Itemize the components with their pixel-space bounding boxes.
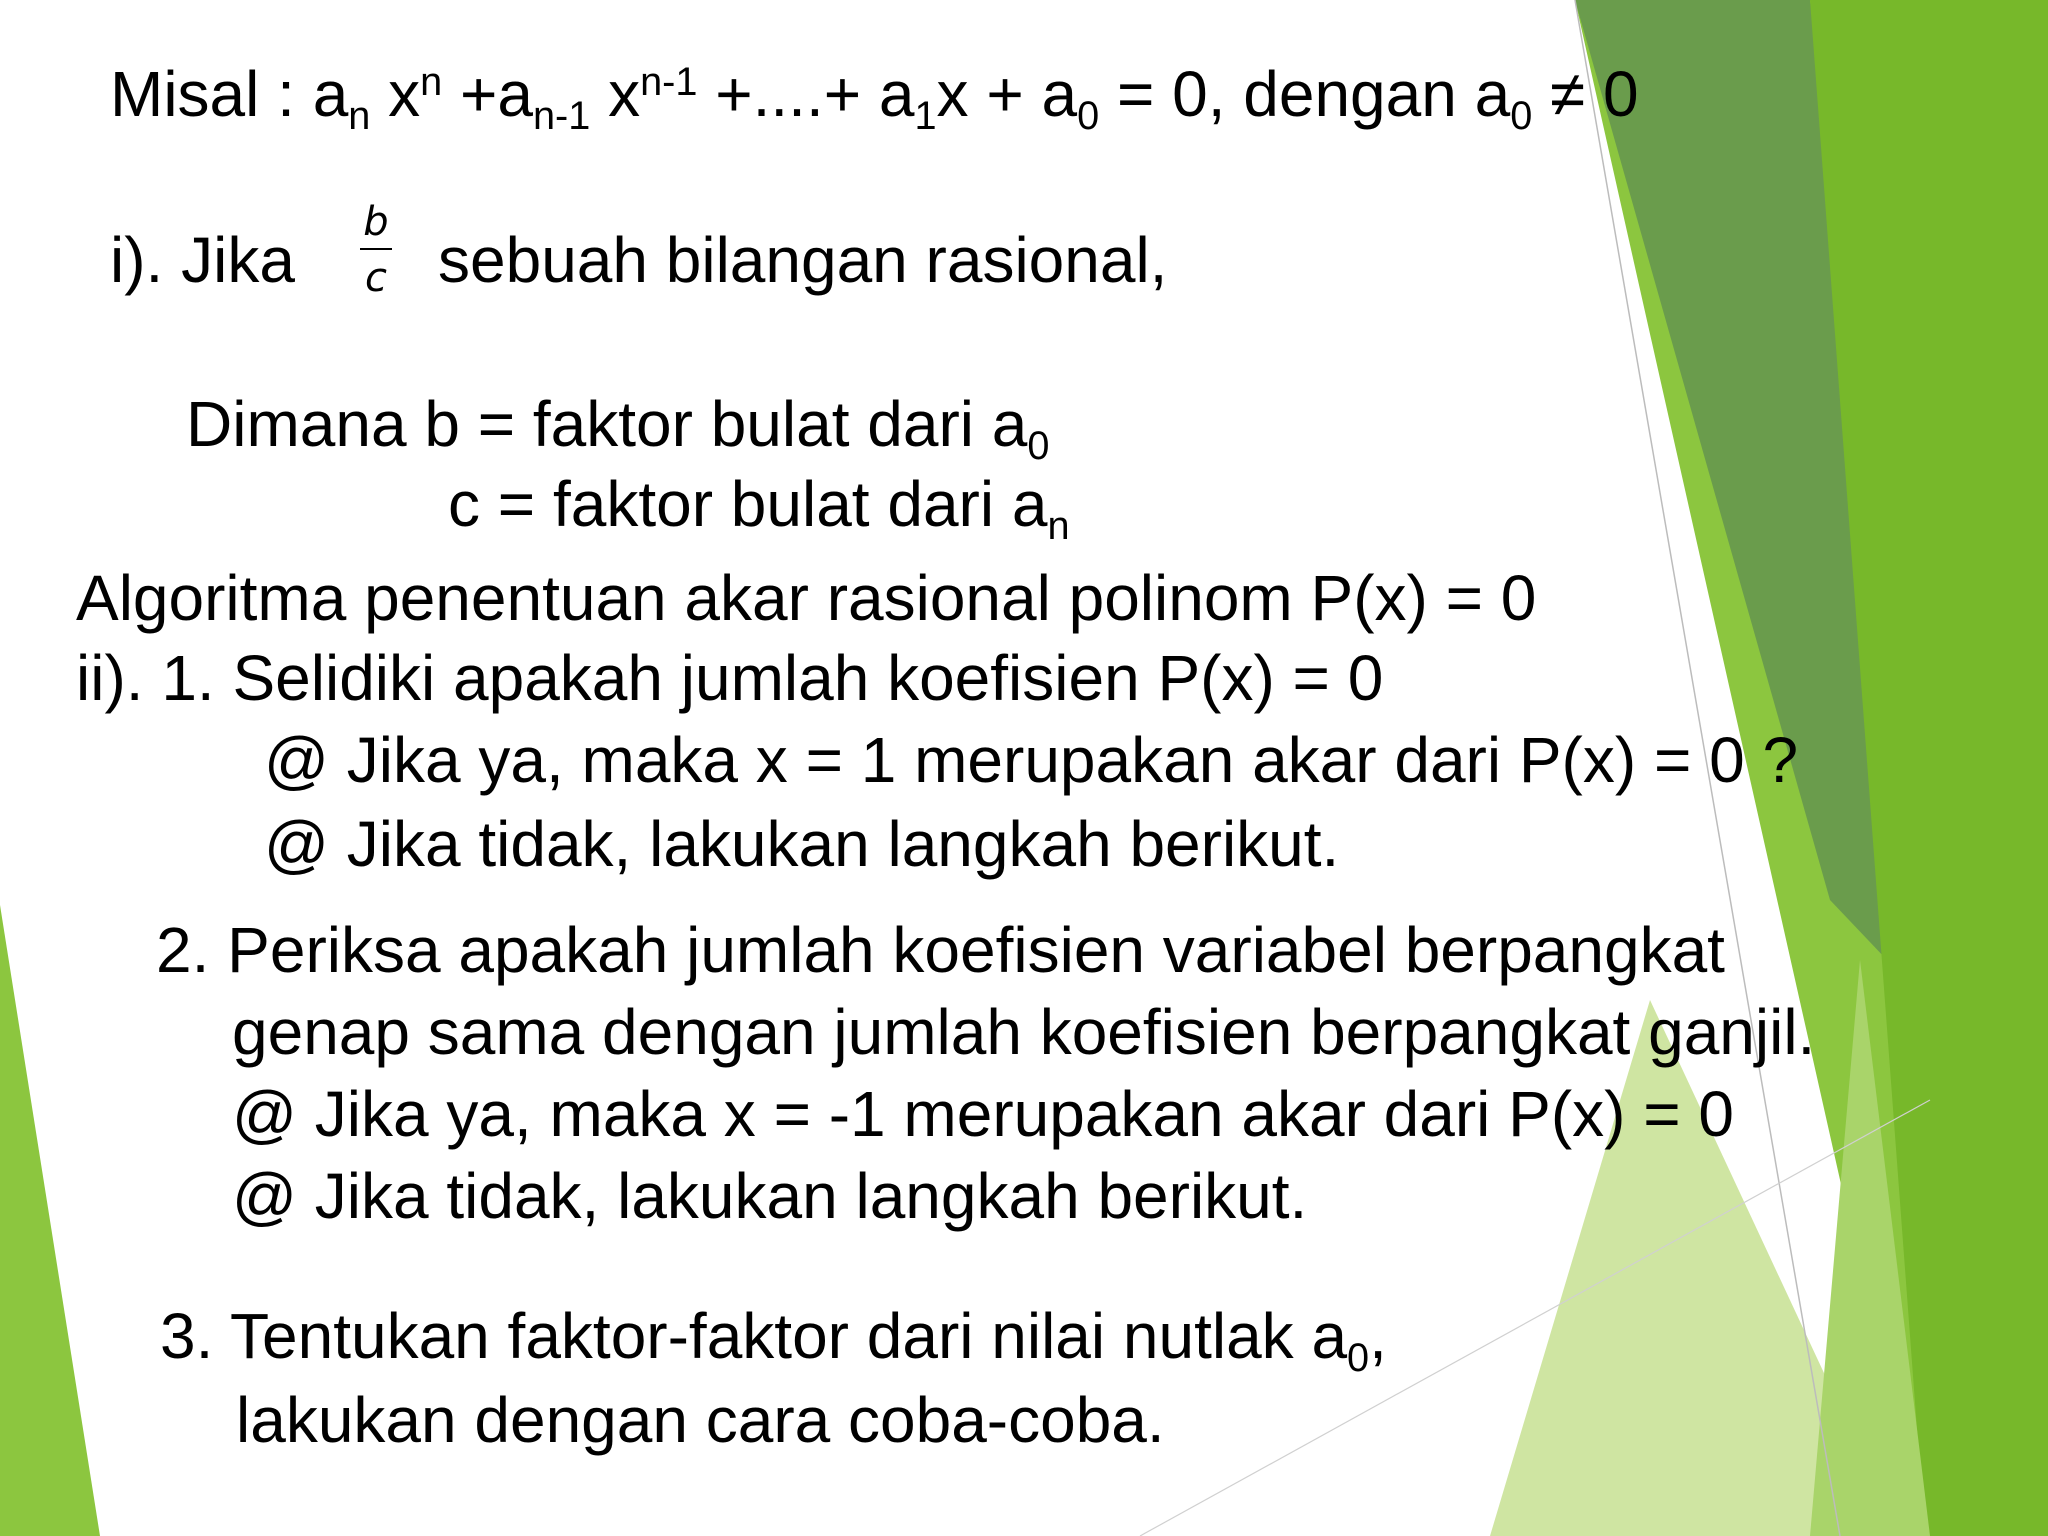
algorithm-title	[76, 562, 1537, 634]
case-i-jika: i). Jika	[110, 224, 295, 296]
step2-yes-text: @ Jika ya, maka x = -1 merupakan akar dari P(x) = 0	[232, 1078, 1734, 1150]
step2-line1-text: 2. Periksa apakah jumlah koefisien variabel berpangkat	[156, 914, 1725, 986]
step1-text: ii). 1. Selidiki apakah jumlah koefisien P(x) = 0	[76, 642, 1384, 714]
step2-yes-line	[232, 1078, 1734, 1150]
step3-line2-text: lakukan dengan cara coba-coba.	[236, 1384, 1165, 1456]
fraction-denominator: c	[365, 255, 387, 301]
intro-equals: = 0, dengan a	[1099, 58, 1511, 130]
dimana-c-line	[448, 468, 1070, 548]
fraction-b-over-c	[356, 199, 396, 301]
step1-no-line	[264, 808, 1340, 880]
step1-yes-text: @ Jika ya, maka x = 1 merupakan akar dari P(x) = 0 ?	[264, 724, 1799, 796]
dimana-b-line	[186, 388, 1050, 468]
step2-line1	[156, 914, 1725, 986]
step2-no-line	[232, 1160, 1308, 1232]
step2-no-text: @ Jika tidak, lakukan langkah berikut.	[232, 1160, 1308, 1232]
superscript-n-1: n-1	[640, 60, 698, 105]
intro-x2: x	[590, 58, 641, 130]
step1-line	[76, 642, 1384, 714]
step2-line2	[232, 996, 1816, 1068]
polynomial-definition	[110, 58, 1639, 138]
subscript-n: n	[1047, 503, 1070, 548]
intro-x3: x + a	[936, 58, 1078, 130]
fraction-bar	[360, 248, 392, 250]
step3-line1	[160, 1300, 1387, 1380]
step1-no-text: @ Jika tidak, lakukan langkah berikut.	[264, 808, 1340, 880]
case-i-description: sebuah bilangan rasional,	[438, 224, 1168, 296]
step3-line1-comma: ,	[1369, 1300, 1387, 1372]
intro-middle: +....+ a	[697, 58, 915, 130]
intro-prefix: Misal : a	[110, 58, 349, 130]
subscript-1: 1	[914, 93, 937, 138]
case-i-label	[110, 224, 295, 296]
algorithm-title-text: Algoritma penentuan akar rasional polinom P(x) = 0	[76, 562, 1537, 634]
intro-x1: x	[370, 58, 421, 130]
subscript-0: 0	[1510, 93, 1533, 138]
dimana-b-text: Dimana b = faktor bulat dari a	[186, 388, 1028, 460]
subscript-n: n	[348, 93, 371, 138]
step2-line2-text: genap sama dengan jumlah koefisien berpangkat ganjil.	[232, 996, 1816, 1068]
case-i-text	[438, 224, 1168, 296]
step3-line2	[236, 1384, 1165, 1456]
intro-not-equal: ≠ 0	[1532, 58, 1639, 130]
subscript-n-1: n-1	[532, 93, 591, 138]
step1-yes-line	[264, 724, 1799, 796]
subscript-0: 0	[1027, 423, 1050, 468]
superscript-n: n	[420, 60, 443, 105]
intro-plus-a: +a	[442, 58, 533, 130]
step3-line1-text: 3. Tentukan faktor-faktor dari nilai nutlak a	[160, 1300, 1348, 1372]
fraction-numerator: b	[363, 199, 389, 245]
dimana-c-text: c = faktor bulat dari a	[448, 468, 1048, 540]
subscript-0: 0	[1077, 93, 1100, 138]
subscript-0: 0	[1347, 1335, 1370, 1380]
